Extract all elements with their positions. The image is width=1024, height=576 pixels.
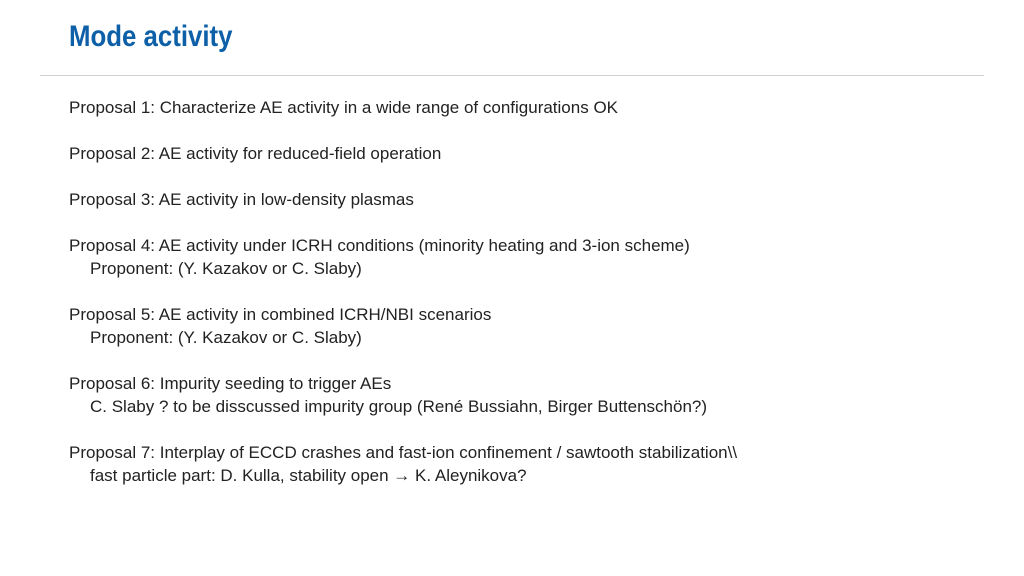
proposal-6-heading: Proposal 6: Impurity seeding to trigger AEs [69,374,392,393]
proposal-2-heading: Proposal 2: AE activity for reduced-field operation [69,144,442,163]
proposal-4-detail: Proponent: (Y. Kazakov or C. Slaby) [90,259,362,278]
proposal-1-heading: Proposal 1: Characterize AE activity in a wide range of configurations OK [69,98,619,117]
slide-title: Mode activity [69,20,233,53]
proposal-2 [69,142,969,165]
proposal-list [69,96,969,510]
title-divider [40,75,984,76]
proposal-5-heading: Proposal 5: AE activity in combined ICRH/NBI scenarios [69,305,492,324]
proposal-5-detail: Proponent: (Y. Kazakov or C. Slaby) [90,328,362,347]
proposal-4-heading: Proposal 4: AE activity under ICRH conditions (minority heating and 3-ion scheme) [69,236,690,255]
proposal-7-detail: fast particle part: D. Kulla, stability open → K. Aleynikova? [90,466,527,485]
proposal-7-heading: Proposal 7: Interplay of ECCD crashes and fast-ion confinement / sawtooth stabilization\\ [69,443,738,462]
proposal-6-detail: C. Slaby ? to be disscussed impurity group (René Bussiahn, Birger Buttenschön?) [90,397,708,416]
proposal-4 [69,234,969,280]
proposal-5 [69,303,969,349]
proposal-7 [69,441,969,487]
proposal-1 [69,96,969,119]
proposal-3 [69,188,969,211]
proposal-6 [69,372,969,418]
proposal-3-heading: Proposal 3: AE activity in low-density plasmas [69,190,414,209]
